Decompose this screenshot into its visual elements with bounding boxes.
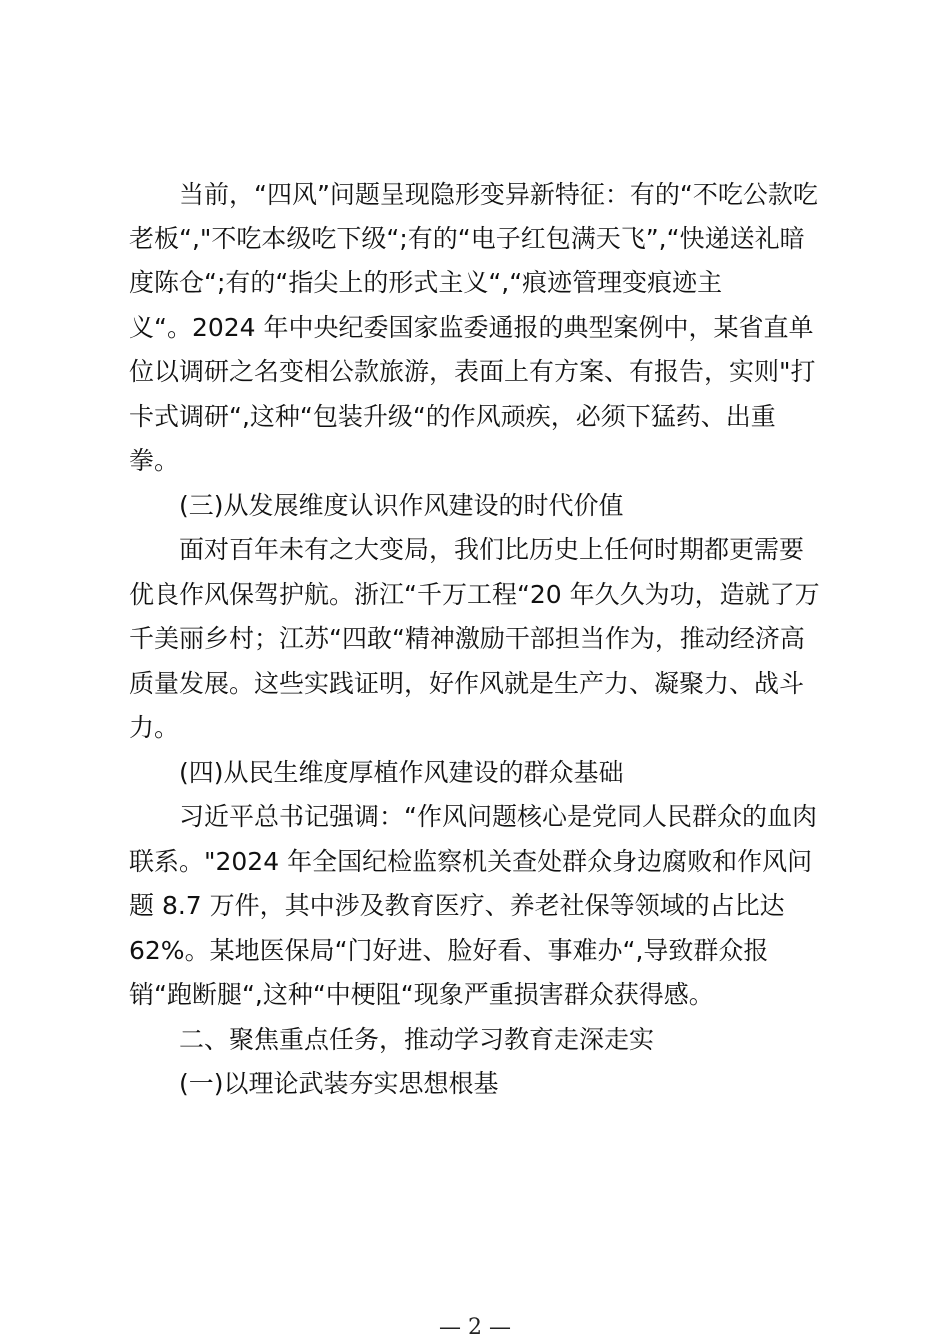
paragraph-line: 优良作风保驾护航。浙江“千万工程“20 年久久为功，造就了万	[129, 580, 820, 609]
section-heading: 二、聚焦重点任务，推动学习教育走深走实	[179, 1025, 655, 1054]
paragraph-line: 卡式调研“,这种“包装升级“的作风顽疾，必须下猛药、出重	[129, 402, 776, 431]
section-heading: (一)以理论武装夯实思想根基	[179, 1069, 499, 1098]
section-heading: (三)从发展维度认识作风建设的时代价值	[179, 491, 624, 520]
section-heading: (四)从民生维度厚植作风建设的群众基础	[179, 758, 624, 787]
paragraph-line: 62%。某地医保局“门好进、脸好看、事难办“,导致群众报	[129, 936, 769, 965]
paragraph-line: 质量发展。这些实践证明，好作风就是生产力、凝聚力、战斗	[129, 669, 805, 698]
paragraph-line: 面对百年未有之大变局，我们比历史上任何时期都更需要	[179, 535, 805, 564]
paragraph-line: 习近平总书记强调：“作风问题核心是党同人民群众的血肉	[179, 802, 817, 831]
paragraph-line: 义“。2024 年中央纪委国家监委通报的典型案例中，某省直单	[129, 313, 814, 342]
paragraph-line: 位以调研之名变相公款旅游，表面上有方案、有报告，实则"打	[129, 357, 816, 386]
paragraph-line: 力。	[129, 713, 180, 742]
paragraph-line: 拳。	[129, 446, 180, 475]
paragraph-line: 千美丽乡村；江苏“四敢“精神激励干部担当作为，推动经济高	[129, 624, 805, 653]
page-number: — 2 —	[439, 1315, 511, 1340]
paragraph-line: 当前，“四风”问题呈现隐形变异新特征：有的“不吃公款吃	[179, 180, 818, 209]
paragraph-line: 销“跑断腿“,这种“中梗阻“现象严重损害群众获得感。	[129, 980, 714, 1009]
paragraph-line: 度陈仓“;有的“指尖上的形式主义“,“痕迹管理变痕迹主	[129, 268, 723, 297]
paragraph-line: 联系。"2024 年全国纪检监察机关查处群众身边腐败和作风问	[129, 847, 813, 876]
paragraph-line: 老板“,"不吃本级吃下级“;有的“电子红包满天飞”,“快递送礼暗	[129, 224, 805, 253]
paragraph-line: 题 8.7 万件，其中涉及教育医疗、养老社保等领域的占比达	[129, 891, 785, 920]
